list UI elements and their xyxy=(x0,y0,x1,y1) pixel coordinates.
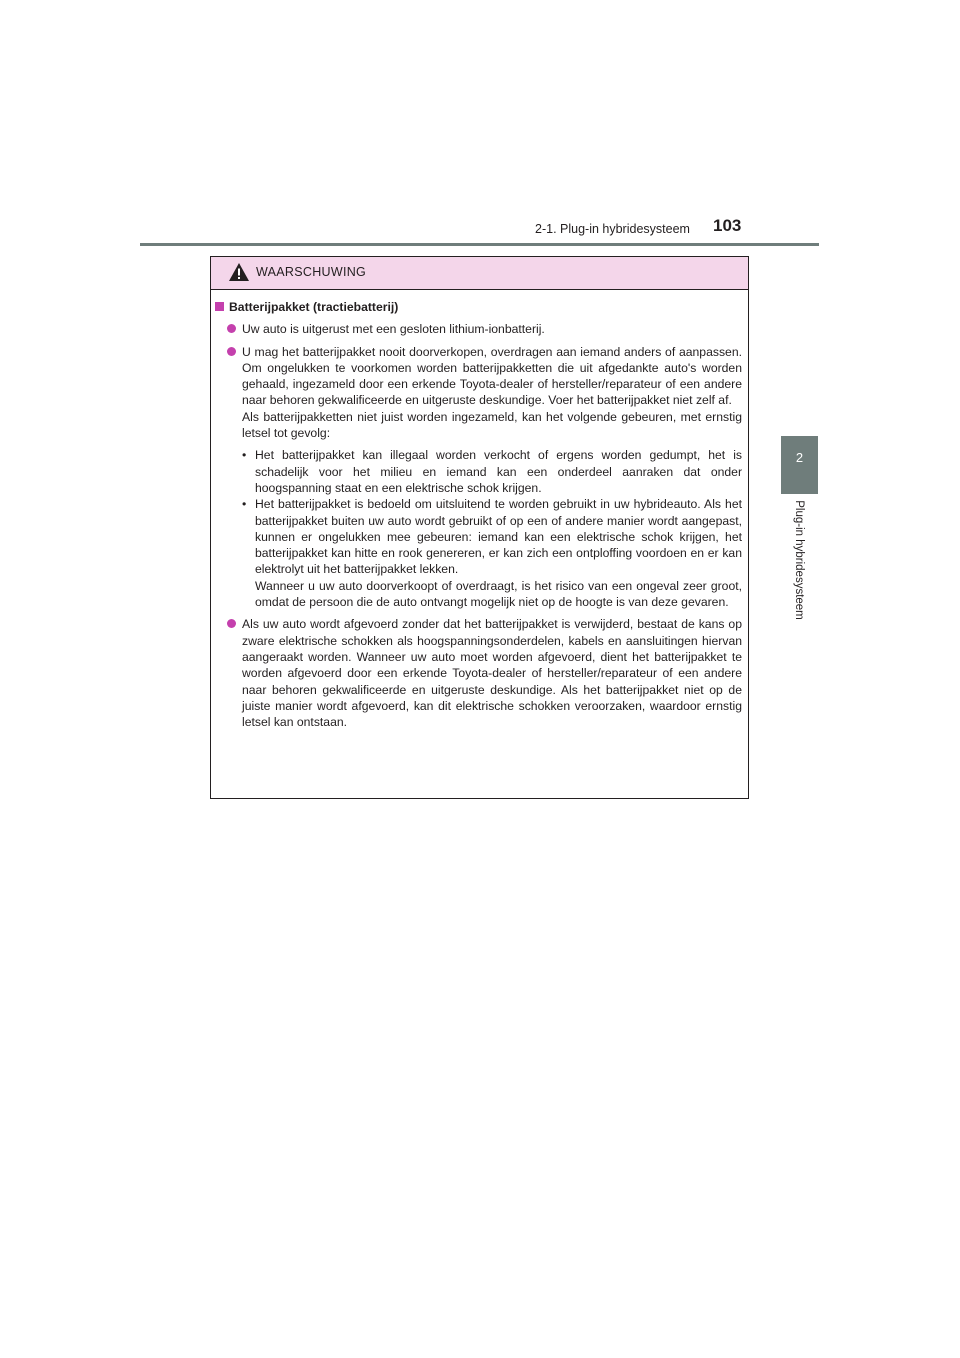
list-item xyxy=(215,321,742,337)
warning-title: WAARSCHUWING xyxy=(256,265,367,279)
warning-body xyxy=(211,290,748,730)
section-title xyxy=(215,299,742,315)
dot-bullet-icon: • xyxy=(242,448,247,463)
paragraph: Het batterijpakket kan illegaal worden verkocht of ergens worden gedumpt, het is schadelijk voor het milieu en iemand kan een onderdeel aanraken dat onder hoogspanning staat en een elektrische schok krijgen. xyxy=(255,448,742,495)
running-header-section: 2-1. Plug-in hybridesysteem xyxy=(535,222,690,236)
warning-box xyxy=(210,256,749,799)
circle-bullet-icon xyxy=(227,324,236,333)
dot-bullet-icon: • xyxy=(242,497,247,512)
circle-bullet-icon xyxy=(227,347,236,356)
sub-list-item xyxy=(242,496,742,610)
header-rule xyxy=(140,243,819,246)
list-item xyxy=(215,344,742,611)
paragraph: Als batterijpakketten niet juist worden ingezameld, kan het volgende gebeuren, met ernstig letsel tot gevolg: xyxy=(242,409,742,441)
sub-list-item xyxy=(242,447,742,496)
list-item xyxy=(215,616,742,730)
page-number: 103 xyxy=(713,216,742,235)
warning-triangle-icon xyxy=(228,262,250,282)
paragraph: Het batterijpakket is bedoeld om uitsluitend te worden gebruikt in uw hybrideauto. Als het batterijpakket buiten uw auto wordt gebruikt of op een of andere manier wordt aangepast, kunnen er ongelukken mee gebeuren: iemand kan een elektrische schok krijgen, het batterijpakket kan hitte en rook genereren, er kan zich een ontploffing voordoen en er kan elektrolyt uit het batterijpakket lekken. xyxy=(255,497,742,577)
paragraph: U mag het batterijpakket nooit doorverkopen, overdragen aan iemand anders of aanpassen. Om ongelukken te voorkomen worden batterijpakketten die uit afgedankte auto's worden gehaald, ingezameld door een erkende Toyota-dealer of hersteller/reparateur of een andere naar behoren gekwalificeerde en uitgeruste deskundige. Voer het batterijpakket niet zelf af. xyxy=(242,344,742,408)
sub-list xyxy=(242,447,742,610)
section-title-text: Batterijpakket (tractiebatterij) xyxy=(229,300,399,314)
paragraph: Wanneer u uw auto doorverkoopt of overdraagt, is het risico van een ongeval zeer groot, omdat de persoon die de auto ontvangt mogelijk niet op de hoogte is van deze gevaren. xyxy=(255,578,742,610)
square-bullet-icon xyxy=(215,302,224,311)
chapter-tab xyxy=(781,436,818,494)
chapter-label: Plug-in hybridesysteem xyxy=(793,500,805,620)
paragraph: Uw auto is uitgerust met een gesloten lithium-ionbatterij. xyxy=(242,322,545,337)
chapter-number: 2 xyxy=(795,450,804,465)
circle-bullet-icon xyxy=(227,619,236,628)
paragraph: Als uw auto wordt afgevoerd zonder dat het batterijpakket is verwijderd, bestaat de kans op zware elektrische schokken als hoogspanningsonderdelen, kabels en aansluitingen hiervan aangeraakt worden. Wanneer uw auto moet worden afgevoerd, dient het batterijpakket te worden afgevoerd door een erkende Toyota-dealer of hersteller/reparateur of een andere naar behoren gekwalificeerde en uitgeruste deskundige. Als het batterijpakket niet op de juiste manier wordt afgevoerd, kan dit elektrische schokken veroorzaken, waardoor ernstig letsel kan ontstaan. xyxy=(242,617,742,730)
warning-header xyxy=(211,257,748,290)
